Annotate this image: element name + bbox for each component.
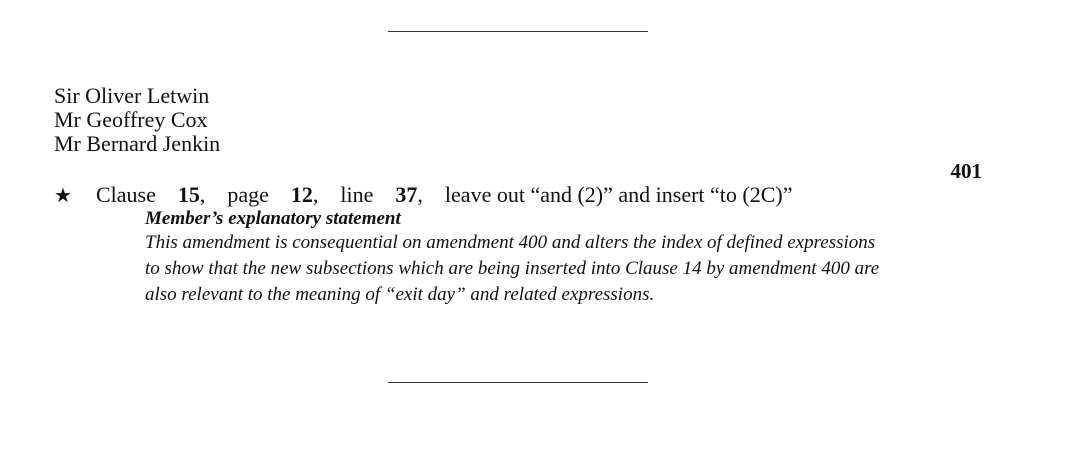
explanatory-statement-line: also relevant to the meaning of “exit day” and related expressions. bbox=[145, 284, 655, 305]
amendment-instruction: leave out “and (2)” and insert “to (2C)” bbox=[444, 182, 793, 207]
clause-label: Clause bbox=[96, 182, 156, 207]
explanatory-statement bbox=[145, 208, 985, 308]
amendment-text: ★ Clause 15, page 12, line 37, leave out “and (2)” and insert “to (2C)” bbox=[54, 182, 793, 207]
bottom-divider bbox=[388, 382, 648, 383]
explanatory-statement-title: Member’s explanatory statement bbox=[145, 208, 401, 229]
sponsor-list bbox=[54, 84, 220, 156]
page-number: 12 bbox=[290, 182, 313, 207]
top-divider bbox=[388, 31, 648, 32]
sponsor-name: Sir Oliver Letwin bbox=[54, 83, 210, 108]
explanatory-statement-line: to show that the new subsections which are being inserted into Clause 14 by amendment 400 are bbox=[145, 258, 880, 279]
amendment-number: 401 bbox=[950, 159, 982, 183]
line-label: line bbox=[340, 182, 374, 207]
explanatory-statement-line: This amendment is consequential on amendment 400 and alters the index of defined expressions bbox=[145, 232, 876, 253]
sponsor-name: Mr Geoffrey Cox bbox=[54, 107, 208, 132]
sponsor-name: Mr Bernard Jenkin bbox=[54, 131, 221, 156]
page-label: page bbox=[227, 182, 269, 207]
star-icon: ★ bbox=[54, 185, 72, 207]
line-number: 37 bbox=[395, 182, 418, 207]
clause-number: 15 bbox=[177, 182, 200, 207]
